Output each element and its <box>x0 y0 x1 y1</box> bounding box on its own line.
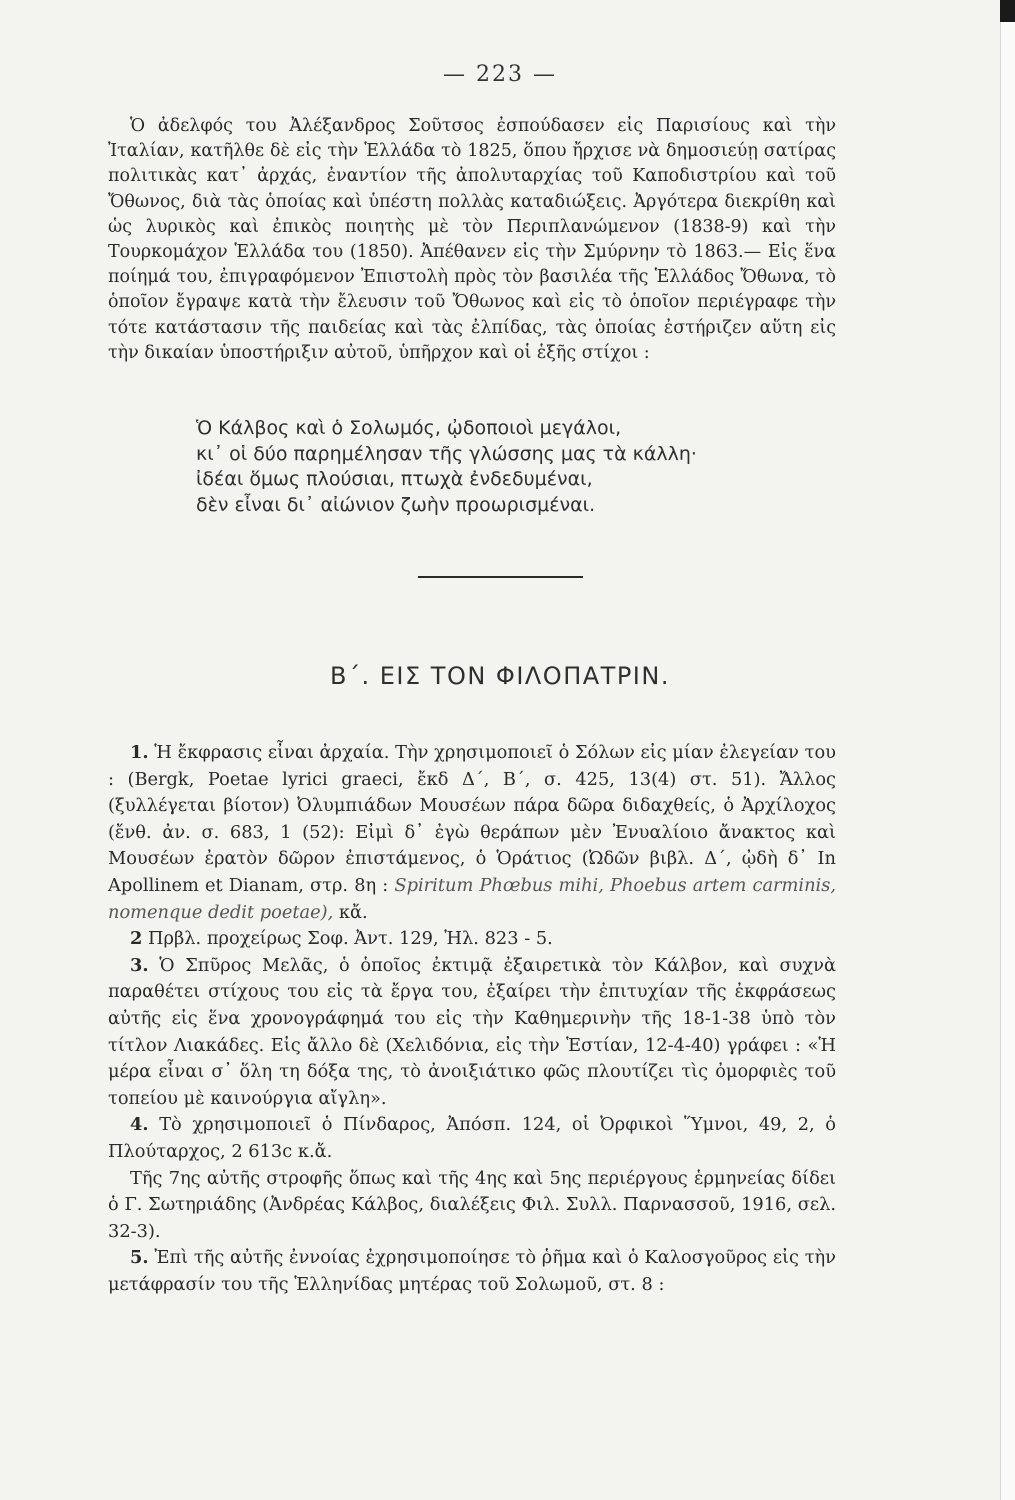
poem-quote <box>196 416 836 518</box>
section-divider <box>418 576 583 578</box>
intro-paragraph: Ὁ ἀδελφός του Ἀλέξανδρος Σοῦτσος ἐσπούδασεν εἰς Παρισίους καὶ τὴν Ἰταλίαν, κατῆλθε δὲ εἰς τὴν Ἑλλάδα τὸ 1825, ὅπου ἤρχισε νὰ δημοσιεύῃ σατίρας πολιτικὰς κατ᾽ ἀρχάς, ἐναντίον τῆς ἀπολυταρχίας τοῦ Καποδιστρίου καὶ τοῦ Ὄθωνος, διὰ τὰς ὁποίας καὶ ὑπέστη πολλὰς καταδιώξεις. Ἀργότερα διεκρίθη καὶ ὡς λυρικὸς καὶ ἐπικὸς ποιητὴς μὲ τὸν Περιπλανώμενον (1838-9) καὶ τὴν Τουρκομάχον Ἑλλάδα του (1850). Ἀπέθανεν εἰς τὴν Σμύρνην τὸ 1863.— Εἰς ἕνα ποίημά του, ἐπιγραφόμενον Ἐπιστολὴ πρὸς τὸν βασιλέα τῆς Ἑλλάδος Ὄθωνα, τὸ ὁποῖον ἔγραψε κατὰ τὴν ἔλευσιν τοῦ Ὄθωνος καὶ εἰς τὸ ὁποῖον περιέγραφε τὴν τότε κατάστασιν τῆς παιδείας καὶ τὰς ἐλπίδας, τὰς ὁποίας ἐστήριζεν αὕτη εἰς τὴν δικαίαν ὑποστήριξιν αὐτοῦ, ὑπῆρχον καὶ οἱ ἑξῆς στίχοι : <box>108 116 836 363</box>
note-text: Ἐπὶ τῆς αὐτῆς ἐννοίας ἐχρησιμοποίησε τὸ ῥῆμα καὶ ὁ Καλοσγοῦρος εἰς τὴν μετάφρασίν του τῆς Ἑλληνίδας μητέρας τοῦ Σολωμοῦ, στ. 8 : <box>108 1247 836 1295</box>
section-title: Β΄. ΕΙΣ ΤΟΝ ΦΙΛΟΠΑΤΡΙΝ. <box>330 662 670 690</box>
notes-list <box>108 740 836 1298</box>
poem-line: ἰδέαι ὅμως πλούσιαι, πτωχὰ ἐνδεδυμέναι, <box>196 468 593 490</box>
note-number: 3. <box>130 954 149 976</box>
page-edge <box>1000 0 1015 1500</box>
note-latin-quote: Spiritum Phœbus mihi, Phoebus artem carminis, nomenque dedit poetae), <box>108 874 837 923</box>
note-number: 5. <box>130 1247 149 1269</box>
note-text: Τῆς 7ης αὐτῆς στροφῆς ὅπως καὶ τῆς 4ης καὶ 5ης περιέργους ἑρμηνείας δίδει ὁ Γ. Σωτηριάδης (Ἀνδρέας Κάλβος, διαλέξεις Φιλ. Συλλ. Παρνασσοῦ, 1916, σελ. 32-3). <box>108 1167 836 1242</box>
note-text: Τὸ χρησιμοποιεῖ ὁ Πίνδαρος, Ἀπόσπ. 124, οἱ Ὀρφικοὶ Ὕμνοι, 49, 2, ὁ Πλούταρχος, 2 613c κ.ἄ. <box>108 1114 836 1162</box>
page-number: — 223 — <box>443 62 557 87</box>
poem-line: κι᾽ οἱ δύο παρημέλησαν τῆς γλώσσης μας τὰ κάλλη· <box>196 442 697 465</box>
scan-corner-mark <box>1000 0 1015 22</box>
note-text: Ἡ ἔκφρασις εἶναι ἀρχαία. Τὴν χρησιμοποιεῖ ὁ Σόλων εἰς μίαν ἐλεγείαν του : (Bergk, Poetae lyrici graeci, ἔκδ Δ΄, Β΄, σ. 425, 13(4) στ. 51). Ἄλλος (ξυλλέγεται βίοτον) Ὀλυμπιάδων Μουσέων πάρα δῶρα διδαχθείς, ὁ Ἀρχίλοχος (ἔνθ. ἀν. σ. 683, 1 (52): Εἰμὶ δ᾽ ἐγὼ θεράπων μὲν Ἐνυαλίοιο ἄνακτος καὶ Μουσέων ἐρατὸν δῶρον ἐπιστάμενος, ὁ Ὁράτιος (Ὠδῶν βιβλ. Δ΄, ᾠδὴ δ᾽ In Apollinem et Dianam, στρ. 8η : <box>108 742 836 896</box>
note-text: Ὁ Σπῦρος Μελᾶς, ὁ ὁποῖος ἐκτιμᾷ ἐξαιρετικὰ τὸν Κάλβον, καὶ συχνὰ παραθέτει στίχους του εἰς τὰ ἔργα του, ἐξαίρει τὴν ἐπιτυχίαν τῆς ἐκφράσεως αὐτῆς εἰς ἕνα χρονογράφημά του εἰς τὴν Καθημερινὴν τῆς 18-1-38 ὑπὸ τὸν τίτλον Λιακάδες. Εἰς ἄλλο δὲ (Χελιδόνια, εἰς τὴν Ἑστίαν, 12-4-40) γράφει : «Ἡ μέρα εἶναι σ᾽ ὅλη τη δόξα της, τὸ ἀνοιξιάτικο φῶς πλουτίζει τὶς ὀμορφιὲς τοῦ τοπείου μὲ καινούργια αἴγλη». <box>108 954 836 1109</box>
note-5 <box>108 1245 836 1298</box>
poem-line: Ὁ Κάλβος καὶ ὁ Σολωμός, ᾠδοποιοὶ μεγάλοι, <box>196 417 622 439</box>
note-3 <box>108 953 836 1113</box>
note-4-continuation <box>108 1166 836 1246</box>
note-1 <box>108 740 836 926</box>
note-number: 4. <box>130 1114 149 1136</box>
note-number: 1. <box>130 742 149 763</box>
note-tail: κἄ. <box>338 901 368 923</box>
note-text: Πρβλ. προχείρως Σοφ. Ἀντ. 129, Ἠλ. 823 - 5. <box>148 928 553 950</box>
note-4 <box>108 1112 836 1165</box>
poem-line: δὲν εἶναι δι᾽ αἰώνιον ζωὴν προωρισμέναι. <box>196 493 596 516</box>
note-2 <box>108 926 836 953</box>
note-number: 2 <box>130 928 143 950</box>
